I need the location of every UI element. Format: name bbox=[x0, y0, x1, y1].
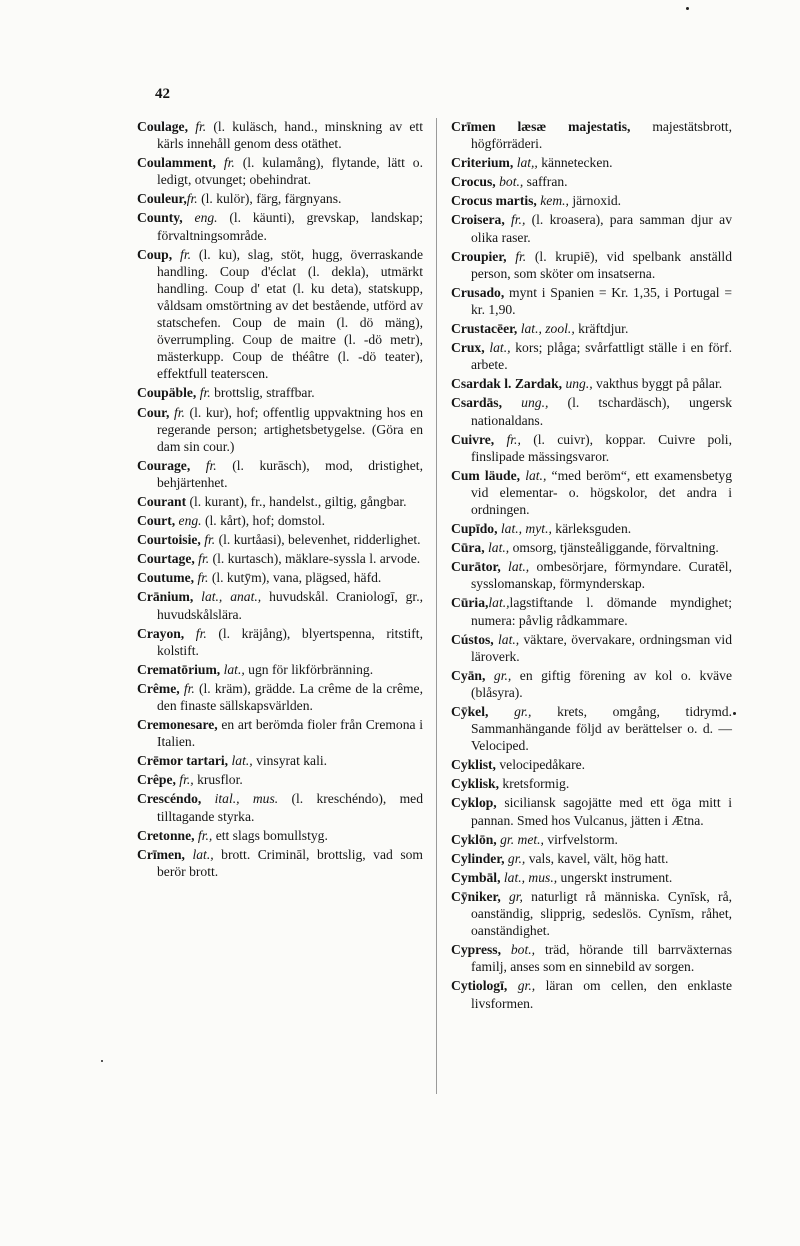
definition: (l. kräjång), blyertspenna, ritstift, kolstift. bbox=[157, 625, 423, 658]
definition: (l. kulamång), flytande, lätt o. ledigt, otvunget; obehindrat. bbox=[157, 155, 424, 188]
headword: Crusado, bbox=[451, 284, 505, 300]
column-divider bbox=[436, 118, 437, 1094]
headword: Cum läude, bbox=[451, 467, 521, 483]
definition: en art berömda fioler från Cremona i Italien. bbox=[157, 717, 423, 750]
dictionary-entry bbox=[451, 248, 732, 282]
dictionary-entry bbox=[451, 211, 732, 245]
definition: (l. ku), slag, stöt, hugg, överraskande handling. Coup d'éclat (l. dekla), utmärkt handling. Coup d' etat (l. ku deta), statskupp, våldsam omstörtning av det bestående, utförd av statschefen. Coup de main (l. dö mäng), överrumpling. Coup de maitre (l. -dö metr), mästerkupp. Coup de théâtre (l. -dö teater), effektfull teaterscen. bbox=[157, 246, 423, 382]
headword: Cȳkel, bbox=[451, 704, 489, 719]
language-tag: lat., bbox=[508, 559, 530, 575]
definition: en giftig förening av kol o. kväve (blåsyra). bbox=[471, 667, 733, 700]
definition: brott. Crimināl, brottslig, vad som berör brott. bbox=[157, 846, 423, 879]
headword: Crīmen læsæ majestatis, bbox=[451, 119, 631, 134]
dictionary-entry bbox=[451, 539, 732, 556]
definition: kräftdjur. bbox=[578, 321, 629, 337]
definition: (l. kroasera), para samman djur av olika raser. bbox=[471, 212, 732, 245]
dictionary-entry bbox=[451, 394, 732, 428]
dictionary-entry bbox=[451, 850, 732, 867]
dictionary-entry bbox=[451, 667, 732, 701]
definition: (l. kurtasch), mäklare-syssla l. arvode. bbox=[212, 551, 421, 567]
language-tag: lat., bbox=[192, 846, 214, 862]
dictionary-entry bbox=[137, 716, 423, 750]
definition: (l. kulör), färg, färgnyans. bbox=[201, 191, 342, 207]
definition: lagstiftande l. dömande myndighet; numera: påvlig rådkammare. bbox=[471, 595, 732, 628]
dictionary-entry bbox=[137, 209, 423, 243]
definition: (l. kuläsch, hand., minskning av ett kärls innehåll genom dess otäthet. bbox=[157, 119, 423, 152]
dictionary-entry bbox=[451, 520, 732, 537]
language-tag: gr., bbox=[507, 850, 526, 866]
headword: Cyklisk, bbox=[451, 776, 499, 792]
dictionary-entry bbox=[451, 703, 732, 754]
dictionary-entry bbox=[137, 569, 423, 586]
definition: brottslig, straffbar. bbox=[214, 385, 315, 401]
dictionary-entry bbox=[137, 493, 423, 510]
headword: Crocus, bbox=[451, 174, 496, 190]
definition: vakthus byggt på pålar. bbox=[596, 376, 723, 392]
definition: (l. tschardäsch), ungersk nationaldans. bbox=[471, 395, 732, 428]
headword: Crêpe, bbox=[137, 772, 176, 788]
language-tag: gr., bbox=[514, 704, 532, 719]
headword: Cremonesare, bbox=[137, 717, 218, 733]
definition: (l. kräm), grädde. La crême de la crême, den finaste sällskapsvärlden. bbox=[157, 680, 423, 713]
definition: träd, hörande till barrväxternas familj, anses som en sinnebild av sorgen. bbox=[471, 942, 732, 975]
language-tag: lat., bbox=[488, 540, 510, 556]
headword: Courage, bbox=[137, 457, 191, 473]
language-tag: lat., bbox=[231, 753, 253, 769]
dictionary-entry bbox=[137, 531, 423, 548]
headword: Crānium, bbox=[137, 589, 194, 605]
definition: (l. kårt), hof; domstol. bbox=[204, 513, 326, 529]
headword: County, bbox=[137, 210, 183, 226]
language-tag: lat., zool., bbox=[520, 321, 575, 337]
language-tag: lat., bbox=[525, 467, 547, 483]
headword: Coutume, bbox=[137, 570, 195, 586]
dictionary-entry bbox=[451, 631, 732, 665]
dictionary-entry bbox=[451, 431, 732, 465]
headword: Crēmor tartari, bbox=[137, 753, 229, 769]
language-tag: fr. bbox=[198, 551, 210, 567]
language-tag: fr. bbox=[223, 155, 235, 171]
headword: Cour, bbox=[137, 404, 170, 420]
dictionary-entry bbox=[451, 888, 732, 939]
headword: Crīmen, bbox=[137, 846, 185, 862]
headword: Couleur, bbox=[137, 191, 187, 207]
headword: Cylinder, bbox=[451, 850, 505, 866]
language-tag: fr. bbox=[173, 404, 185, 420]
headword: Coup, bbox=[137, 246, 173, 262]
dictionary-entry bbox=[137, 404, 423, 455]
headword: Crematōrium, bbox=[137, 661, 221, 677]
language-tag: gr., bbox=[493, 667, 512, 683]
definition: ungerskt instrument. bbox=[560, 869, 673, 885]
dictionary-entry bbox=[137, 752, 423, 769]
definition: (l. kur), hof; offentlig uppvaktning hos en regerande person; artighetsbetygelse. (Göra en dam sin cour.) bbox=[157, 404, 424, 454]
definition: ett slags bomullstyg. bbox=[215, 827, 328, 843]
dictionary-entry bbox=[451, 467, 732, 518]
headword: Cūra, bbox=[451, 540, 485, 556]
headword: Curātor, bbox=[451, 559, 501, 575]
dictionary-entry bbox=[137, 190, 423, 207]
dictionary-entry bbox=[137, 771, 423, 788]
dictionary-entry bbox=[451, 756, 732, 773]
definition: (l. kreschéndo), med tilltagande styrka. bbox=[157, 791, 424, 824]
dictionary-entry bbox=[451, 869, 732, 886]
definition: väktare, övervakare, ordningsman vid läroverk. bbox=[471, 631, 732, 664]
definition: krets, omgång, tidrymd. Sammanhängande följd av berättelser o. d. — Velociped. bbox=[471, 704, 732, 754]
language-tag: gr, bbox=[508, 888, 523, 904]
language-tag: lat., myt., bbox=[500, 521, 552, 537]
dictionary-entry bbox=[137, 846, 423, 880]
dictionary-entry bbox=[451, 941, 732, 975]
language-tag: fr. bbox=[515, 248, 527, 264]
language-tag: lat., mus., bbox=[503, 869, 558, 885]
definition: ugn för likförbränning. bbox=[248, 661, 374, 677]
dictionary-entry bbox=[451, 977, 732, 1011]
headword: Cyklōn, bbox=[451, 831, 497, 847]
language-tag: fr. bbox=[199, 385, 211, 401]
headword: Csardās, bbox=[451, 395, 502, 411]
print-speck bbox=[686, 7, 689, 10]
headword: Coulage, bbox=[137, 119, 188, 134]
language-tag: kem., bbox=[540, 193, 569, 209]
headword: Coulamment, bbox=[137, 155, 216, 171]
language-tag: ung., bbox=[565, 376, 593, 392]
definition: virfvelstorm. bbox=[547, 831, 618, 847]
headword: Courant bbox=[137, 493, 187, 509]
language-tag: fr. bbox=[180, 246, 192, 262]
dictionary-entry bbox=[451, 558, 732, 592]
definition: krusflor. bbox=[197, 772, 243, 788]
dictionary-entry bbox=[451, 375, 732, 392]
definition: “med beröm“, ett examensbetyg vid elementar- o. högskolor, det andra i ordningen. bbox=[471, 467, 733, 517]
language-tag: ital., mus. bbox=[214, 791, 279, 807]
dictionary-entry bbox=[137, 625, 423, 659]
definition: (l. kurtåasi), belevenhet, ridderlighet. bbox=[218, 532, 421, 548]
headword: Court, bbox=[137, 513, 176, 529]
language-tag: fr., bbox=[179, 772, 194, 788]
headword: Crustacēer, bbox=[451, 321, 518, 337]
dictionary-entry bbox=[137, 154, 423, 188]
headword: Cymbāl, bbox=[451, 869, 501, 885]
definition: kretsformig. bbox=[502, 776, 570, 792]
headword: Croupier, bbox=[451, 248, 507, 264]
language-tag: lat,, bbox=[516, 155, 538, 171]
definition: (l. kurāsch), mod, dristighet, behjärtenhet. bbox=[157, 457, 423, 490]
headword: Cyān, bbox=[451, 667, 486, 683]
language-tag: lat., bbox=[488, 595, 510, 611]
definition: ombesörjare, förmyndare. Curatēl, sysslomanskap, förmynderskap. bbox=[471, 559, 732, 592]
definition: omsorg, tjänsteåliggande, förvaltning. bbox=[512, 540, 719, 556]
definition: majestätsbrott, högförräderi. bbox=[471, 119, 732, 152]
headword: Cretonne, bbox=[137, 827, 195, 843]
definition: (l. cuivr), koppar. Cuivre poli, finslipade mässingsvaror. bbox=[471, 431, 732, 464]
print-speck bbox=[101, 1060, 103, 1062]
language-tag: bot., bbox=[510, 942, 536, 958]
dictionary-entry bbox=[137, 588, 423, 622]
headword: Criterium, bbox=[451, 155, 514, 171]
language-tag: fr. bbox=[205, 457, 217, 473]
headword: Cūria, bbox=[451, 595, 489, 611]
dictionary-entry bbox=[137, 661, 423, 678]
language-tag: fr. bbox=[183, 680, 195, 696]
headword: Cústos, bbox=[451, 631, 494, 647]
headword: Coupäble, bbox=[137, 385, 197, 401]
language-tag: fr. bbox=[204, 532, 216, 548]
headword: Crescéndo, bbox=[137, 791, 202, 807]
language-tag: gr. met., bbox=[500, 831, 544, 847]
definition: (l. kutȳm), vana, plägsed, häfd. bbox=[211, 570, 382, 586]
dictionary-entry bbox=[137, 790, 423, 824]
definition: (l. käunti), grevskap, landskap; förvaltningsområde. bbox=[157, 210, 423, 243]
headword: Cȳniker, bbox=[451, 888, 501, 904]
definition: velocipedåkare. bbox=[499, 757, 586, 773]
language-tag: lat., anat., bbox=[201, 589, 262, 605]
headword: Courtage, bbox=[137, 551, 195, 567]
headword: Cypress, bbox=[451, 942, 501, 958]
dictionary-entry bbox=[137, 457, 423, 491]
right-column bbox=[451, 118, 732, 1014]
print-speck bbox=[733, 712, 736, 715]
definition: mynt i Spanien = Kr. 1,35, i Portugal = kr. 1,90. bbox=[471, 284, 732, 317]
language-tag: eng. bbox=[178, 513, 202, 529]
left-column bbox=[137, 118, 423, 882]
definition: järnoxid. bbox=[572, 193, 622, 209]
headword: Crux, bbox=[451, 340, 485, 356]
definition: kors; plåga; svårfattligt ställe i en förf. arbete. bbox=[471, 340, 732, 373]
dictionary-entry bbox=[137, 384, 423, 401]
definition: (l. kurant), fr., handelst., giltig, gångbar. bbox=[189, 493, 407, 509]
definition: siciliansk sagojätte med ett öga mitt i pannan. Smed hos Vulcanus, jätten i Ætna. bbox=[471, 795, 732, 828]
language-tag: fr. bbox=[197, 570, 209, 586]
dictionary-entry bbox=[451, 775, 732, 792]
language-tag: eng. bbox=[194, 210, 218, 226]
definition: läran om cellen, den enklaste livsformen. bbox=[471, 978, 732, 1011]
headword: Crême, bbox=[137, 680, 180, 696]
definition: vinsyrat kali. bbox=[256, 753, 328, 769]
definition: kärleksguden. bbox=[555, 521, 632, 537]
language-tag: fr., bbox=[197, 827, 213, 843]
language-tag: lat., bbox=[489, 340, 511, 356]
dictionary-entry bbox=[451, 339, 732, 373]
dictionary-entry bbox=[137, 118, 423, 152]
language-tag: ung., bbox=[521, 395, 549, 411]
headword: Croisera, bbox=[451, 212, 505, 228]
dictionary-entry bbox=[451, 118, 732, 152]
language-tag: fr. bbox=[195, 119, 207, 134]
headword: Cytiologī, bbox=[451, 978, 508, 994]
definition: naturligt rå människa. Cynīsk, rå, oanständig, slipprig, sedeslös. Cynīsm, råhet, oanständighet. bbox=[471, 888, 732, 939]
language-tag: lat., bbox=[498, 631, 520, 647]
dictionary-entry bbox=[451, 794, 732, 828]
dictionary-entry bbox=[451, 192, 732, 209]
dictionary-entry bbox=[451, 594, 732, 628]
dictionary-entry bbox=[137, 827, 423, 844]
dictionary-entry bbox=[451, 284, 732, 318]
headword: Cuivre, bbox=[451, 431, 495, 447]
headword: Courtoisie, bbox=[137, 532, 201, 548]
dictionary-entry bbox=[451, 831, 732, 848]
definition: huvudskål. Craniologī, gr., huvudskålslära. bbox=[157, 589, 424, 622]
dictionary-entry bbox=[137, 550, 423, 567]
dictionary-entry bbox=[137, 512, 423, 529]
language-tag: gr., bbox=[517, 978, 536, 994]
headword: Crayon, bbox=[137, 625, 185, 641]
language-tag: fr., bbox=[506, 431, 521, 447]
dictionary-entry bbox=[451, 173, 732, 190]
headword: Cyklist, bbox=[451, 757, 496, 773]
dictionary-entry bbox=[137, 246, 423, 383]
language-tag: bot., bbox=[499, 174, 524, 190]
definition: vals, kavel, vält, hög hatt. bbox=[528, 850, 669, 866]
dictionary-entry bbox=[137, 680, 423, 714]
definition: saffran. bbox=[526, 174, 568, 190]
language-tag: fr. bbox=[195, 625, 207, 641]
language-tag: lat., bbox=[223, 661, 245, 677]
language-tag: fr. bbox=[186, 191, 198, 207]
headword: Crocus martis, bbox=[451, 193, 537, 209]
headword: Csardak l. Zardak, bbox=[451, 376, 563, 392]
dictionary-entry bbox=[451, 320, 732, 337]
definition: kännetecken. bbox=[541, 155, 613, 171]
headword: Cupīdo, bbox=[451, 521, 498, 537]
definition: (l. krupiē), vid spelbank anställd person, som sköter om insatserna. bbox=[471, 248, 732, 281]
language-tag: fr., bbox=[511, 212, 526, 228]
page-number: 42 bbox=[155, 86, 170, 102]
headword: Cyklop, bbox=[451, 795, 497, 811]
dictionary-entry bbox=[451, 154, 732, 171]
